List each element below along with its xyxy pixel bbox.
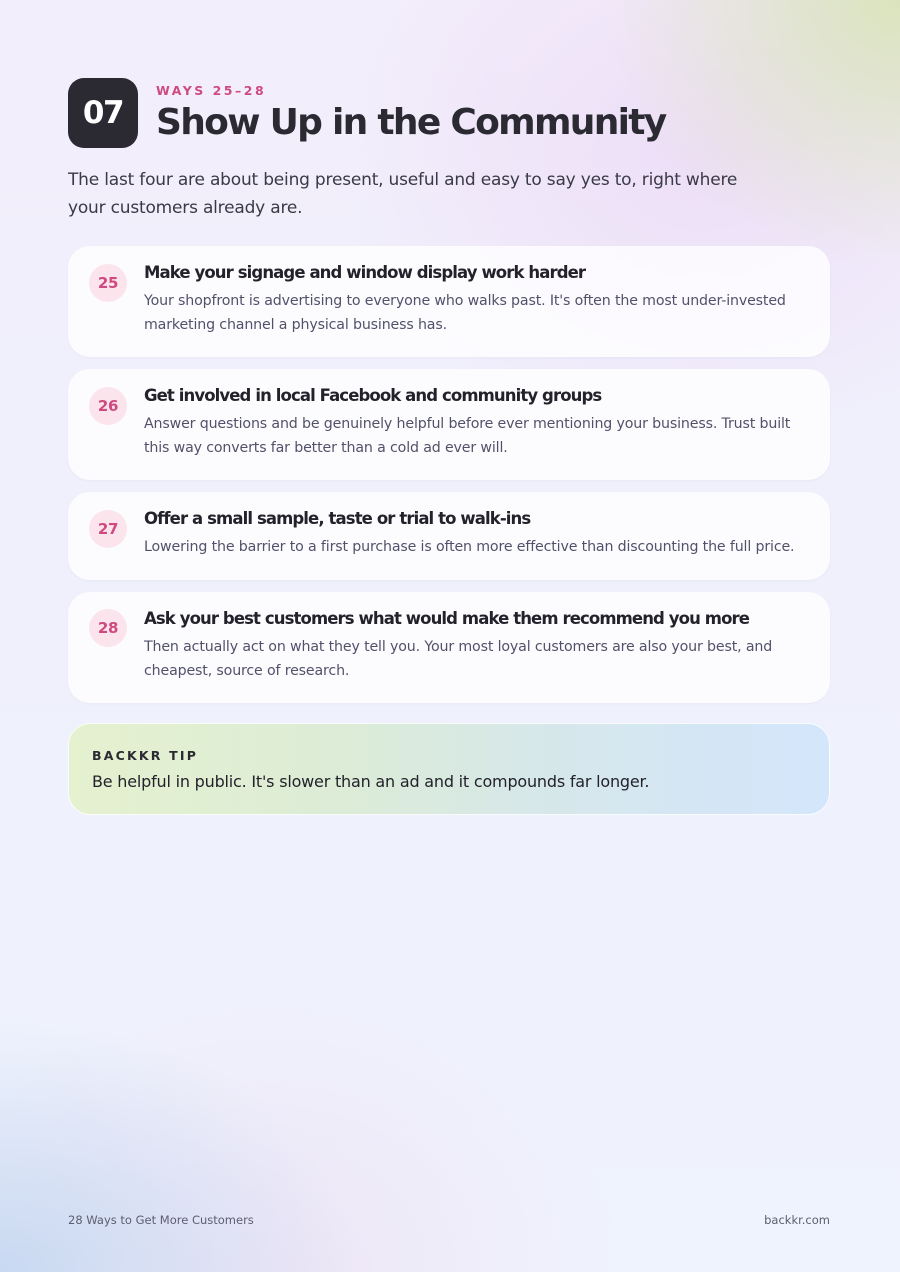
way-title: Get involved in local Facebook and community groups (144, 386, 602, 405)
way-description: Lowering the barrier to a first purchase is often more effective than discounting the full price. (144, 539, 795, 555)
section-intro: The last four are about being present, useful and easy to say yes to, right where your customers already are. (68, 170, 738, 218)
way-description: Then actually act on what they tell you. Your most loyal customers are also your best, and cheapest, source of research. (144, 639, 773, 679)
way-description: Your shopfront is advertising to everyone who walks past. It's often the most under-invested marketing channel a physical business has. (144, 293, 786, 333)
way-card (68, 492, 830, 580)
way-title: Offer a small sample, taste or trial to walk-ins (144, 509, 531, 528)
backkr-tip-callout (68, 723, 830, 815)
way-number: 26 (89, 387, 127, 425)
way-number: 27 (89, 510, 127, 548)
way-description: Answer questions and be genuinely helpful before ever mentioning your business. Trust built this way converts far better than a cold ad ever will. (144, 416, 791, 456)
footer-website: backkr.com (764, 1213, 830, 1227)
way-card (68, 246, 830, 357)
page-title: Show Up in the Community (156, 102, 666, 143)
footer-document-title: 28 Ways to Get More Customers (68, 1213, 254, 1227)
section-header (68, 78, 666, 148)
way-title: Make your signage and window display work harder (144, 263, 586, 282)
way-number: 25 (89, 264, 127, 302)
section-eyebrow: WAYS 25–28 (156, 83, 267, 98)
way-card (68, 369, 830, 480)
way-number: 28 (89, 609, 127, 647)
way-card (68, 592, 830, 703)
tip-text: Be helpful in public. It's slower than an ad and it compounds far longer. (92, 772, 650, 791)
way-title: Ask your best customers what would make them recommend you more (144, 609, 750, 628)
section-titles (156, 78, 666, 143)
section-number-badge: 07 (68, 78, 138, 148)
tip-label: BACKKR TIP (92, 748, 199, 763)
